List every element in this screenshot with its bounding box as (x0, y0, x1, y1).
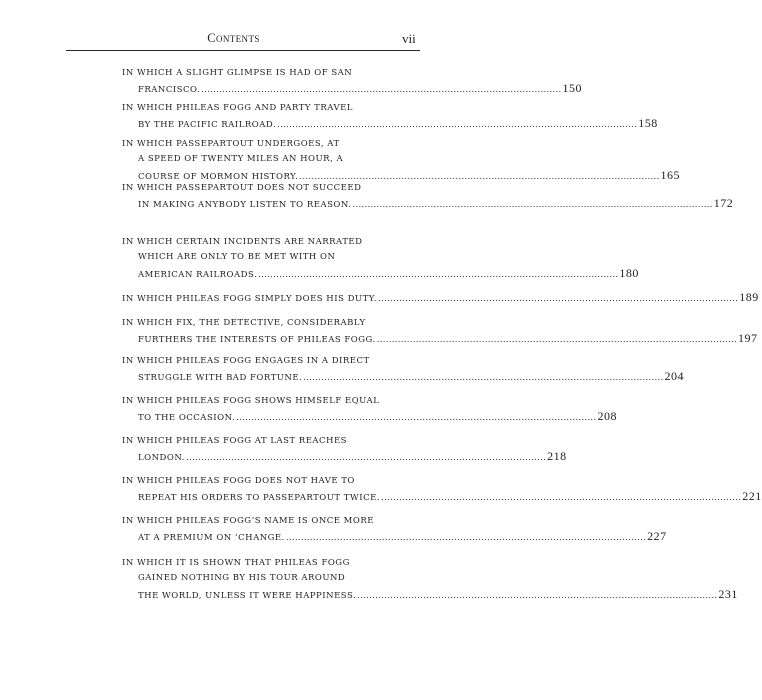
dot-leader: ........................................................................................................................ (352, 200, 713, 211)
chapter-title-line: IN WHICH PASSEPARTOUT DOES NOT SUCCEED (122, 183, 362, 193)
page-ref: 208 (597, 409, 617, 424)
page-ref: 218 (547, 449, 567, 464)
page-ref: 231 (718, 586, 738, 601)
chapter-title-line: IN WHICH CERTAIN INCIDENTS ARE NARRATED (122, 237, 363, 247)
chapter-title-line (138, 489, 762, 504)
dot-leader: ........................................................................................................................ (185, 453, 547, 464)
chapter-title-line: IN WHICH PHILEAS FOGG SHOWS HIMSELF EQUAL (122, 396, 380, 406)
chapter-title-line: A SPEED OF TWENTY MILES AN HOUR, A (138, 154, 344, 165)
chapter-title-text: FURTHERS THE INTERESTS OF PHILEAS FOGG. (138, 335, 376, 346)
chapter-title-line: IN WHICH A SLIGHT GLIMPSE IS HAD OF SAN (122, 68, 353, 78)
chapter-title-text: AMERICAN RAILROADS. (138, 269, 258, 280)
dot-leader: ........................................................................................................................ (201, 85, 562, 96)
chapter-title-line (138, 586, 738, 601)
page-ref: 227 (647, 529, 667, 544)
page-ref: 204 (664, 369, 684, 384)
chapter-title-text: COURSE OF MORMON HISTORY. (138, 171, 299, 182)
chapter-title-text: IN MAKING ANYBODY LISTEN TO REASON. (138, 200, 352, 211)
chapter-title-text: STRUGGLE WITH BAD FORTUNE. (138, 373, 303, 384)
dot-leader: ........................................................................................................................ (380, 493, 742, 504)
dot-leader: ........................................................................................................................ (303, 373, 664, 384)
dot-leader: ........................................................................................................................ (285, 533, 647, 544)
page-ref: 172 (713, 196, 734, 211)
chapter-title-line (138, 369, 684, 384)
chapter-title-line (138, 167, 681, 182)
dot-leader: ........................................................................................................................ (236, 413, 597, 424)
chapter-title-line (122, 290, 759, 304)
page-ref: 189 (739, 290, 759, 304)
page-ref: 165 (660, 167, 681, 182)
chapter-title-line: GAINED NOTHING BY HIS TOUR AROUND (138, 573, 346, 584)
chapter-title-text: BY THE PACIFIC RAILROAD. (138, 120, 277, 131)
chapter-title-line (138, 116, 658, 131)
chapter-title-line: IN WHICH IT IS SHOWN THAT PHILEAS FOGG (122, 558, 350, 568)
chapter-title-text: AT A PREMIUM ON ’CHANGE. (138, 533, 285, 544)
chapter-title-line: IN WHICH FIX, THE DETECTIVE, CONSIDERABLY (122, 318, 366, 328)
chapter-title-line (138, 409, 617, 424)
chapter-title-line (138, 529, 667, 544)
chapter-title-line: WHICH ARE ONLY TO BE MET WITH ON (138, 252, 336, 263)
page-ref: 180 (619, 265, 639, 280)
header-rule (66, 50, 420, 51)
dot-leader: ........................................................................................................................ (277, 120, 638, 131)
page-title: Contents (207, 31, 260, 45)
chapter-title-text: FRANCISCO. (138, 85, 201, 96)
page-ref: 197 (737, 331, 758, 346)
chapter-title-text: IN WHICH PHILEAS FOGG SIMPLY DOES HIS DUTY. (122, 294, 377, 304)
chapter-title-line (138, 81, 582, 96)
page-number: vii (402, 31, 416, 46)
chapter-title-line: IN WHICH PHILEAS FOGG’S NAME IS ONCE MORE (122, 516, 374, 526)
chapter-title-text: REPEAT HIS ORDERS TO PASSEPARTOUT TWICE. (138, 493, 380, 504)
chapter-title-text: THE WORLD, UNLESS IT WERE HAPPINESS. (138, 590, 357, 601)
dot-leader: ........................................................................................................................ (377, 294, 739, 304)
chapter-title-line (138, 196, 734, 211)
page-ref: 150 (562, 81, 582, 96)
chapter-title-line (138, 331, 758, 346)
chapter-title-line: IN WHICH PASSEPARTOUT UNDERGOES, AT (122, 139, 340, 149)
dot-leader: ........................................................................................................................ (376, 335, 737, 346)
page-ref: 158 (638, 116, 658, 131)
page-ref: 221 (742, 489, 762, 504)
chapter-title-text: TO THE OCCASION. (138, 413, 236, 424)
dot-leader: ........................................................................................................................ (258, 269, 619, 280)
chapter-title-text: LONDON. (138, 453, 185, 464)
chapter-title-line (138, 265, 639, 280)
chapter-title-line: IN WHICH PHILEAS FOGG DOES NOT HAVE TO (122, 476, 355, 486)
running-head (0, 0, 467, 60)
chapter-title-line: IN WHICH PHILEAS FOGG AND PARTY TRAVEL (122, 103, 353, 113)
dot-leader: ........................................................................................................................ (299, 171, 660, 182)
dot-leader: ........................................................................................................................ (357, 590, 718, 601)
chapter-title-line: IN WHICH PHILEAS FOGG AT LAST REACHES (122, 436, 347, 446)
chapter-title-line (138, 449, 567, 464)
chapter-title-line: IN WHICH PHILEAS FOGG ENGAGES IN A DIRECT (122, 356, 370, 366)
